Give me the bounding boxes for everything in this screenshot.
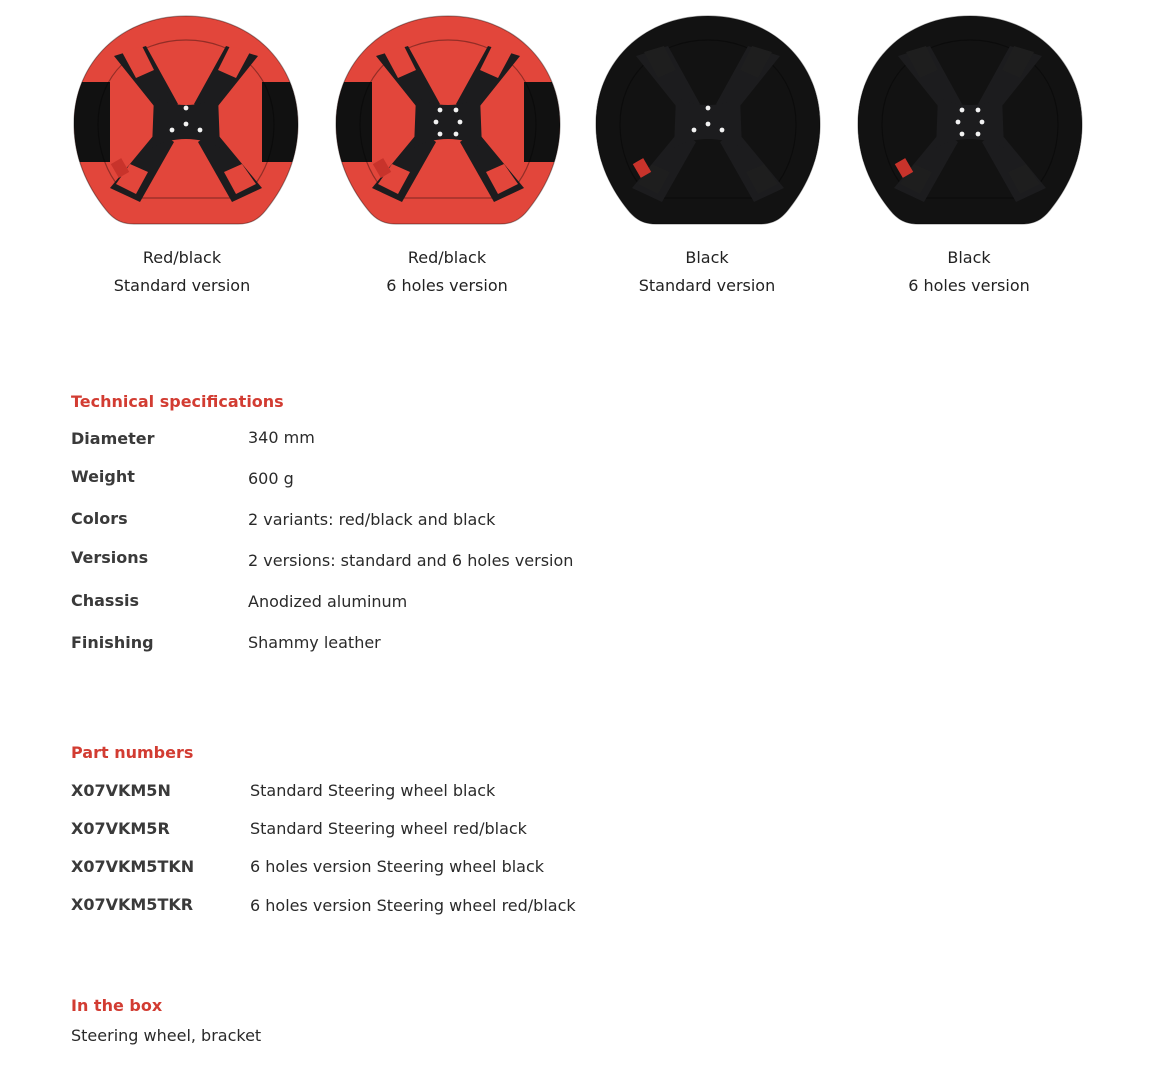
caption-version: 6 holes version [386, 276, 508, 295]
caption-color: Black [685, 248, 729, 267]
part-code: X07VKM5N [71, 781, 171, 800]
caption-color: Black [947, 248, 991, 267]
spec-label: Versions [71, 548, 149, 567]
wheel-caption [317, 244, 577, 300]
caption-version: Standard version [638, 276, 776, 295]
part-description: 6 holes version Steering wheel red/black [250, 896, 576, 915]
steering-wheel-graphic [854, 12, 1086, 232]
part-description: 6 holes version Steering wheel black [250, 857, 545, 876]
steering-wheel-graphic [70, 12, 302, 232]
spec-label: Diameter [71, 429, 155, 448]
steering-wheel-image [332, 12, 564, 232]
steering-wheel-graphic [332, 12, 564, 232]
part-code: X07VKM5TKR [71, 895, 194, 914]
part-code: X07VKM5R [71, 819, 170, 838]
spec-value: 2 versions: standard and 6 holes version [248, 551, 574, 570]
spec-value: Shammy leather [248, 633, 381, 652]
part-description: Standard Steering wheel black [250, 781, 496, 800]
part-numbers-title: Part numbers [71, 743, 194, 762]
caption-version: Standard version [113, 276, 251, 295]
spec-value: 2 variants: red/black and black [248, 510, 496, 529]
spec-value: 340 mm [248, 428, 315, 447]
spec-label: Colors [71, 509, 128, 528]
tech-specs-title: Technical specifications [71, 392, 284, 411]
spec-value: Anodized aluminum [248, 592, 408, 611]
spec-label: Chassis [71, 591, 139, 610]
part-code: X07VKM5TKN [71, 857, 195, 876]
steering-wheel-image [592, 12, 824, 232]
spec-label: Weight [71, 467, 135, 486]
part-description: Standard Steering wheel red/black [250, 819, 527, 838]
steering-wheel-graphic [592, 12, 824, 232]
in-the-box-text: Steering wheel, bracket [71, 1026, 262, 1045]
steering-wheel-image [854, 12, 1086, 232]
caption-color: Red/black [142, 248, 222, 267]
caption-version: 6 holes version [908, 276, 1030, 295]
spec-value: 600 g [248, 469, 294, 488]
steering-wheel-image [70, 12, 302, 232]
wheel-caption [577, 244, 837, 300]
caption-color: Red/black [407, 248, 487, 267]
spec-label: Finishing [71, 633, 154, 652]
wheel-caption [52, 244, 312, 300]
wheel-caption [839, 244, 1099, 300]
in-the-box-title: In the box [71, 996, 163, 1015]
